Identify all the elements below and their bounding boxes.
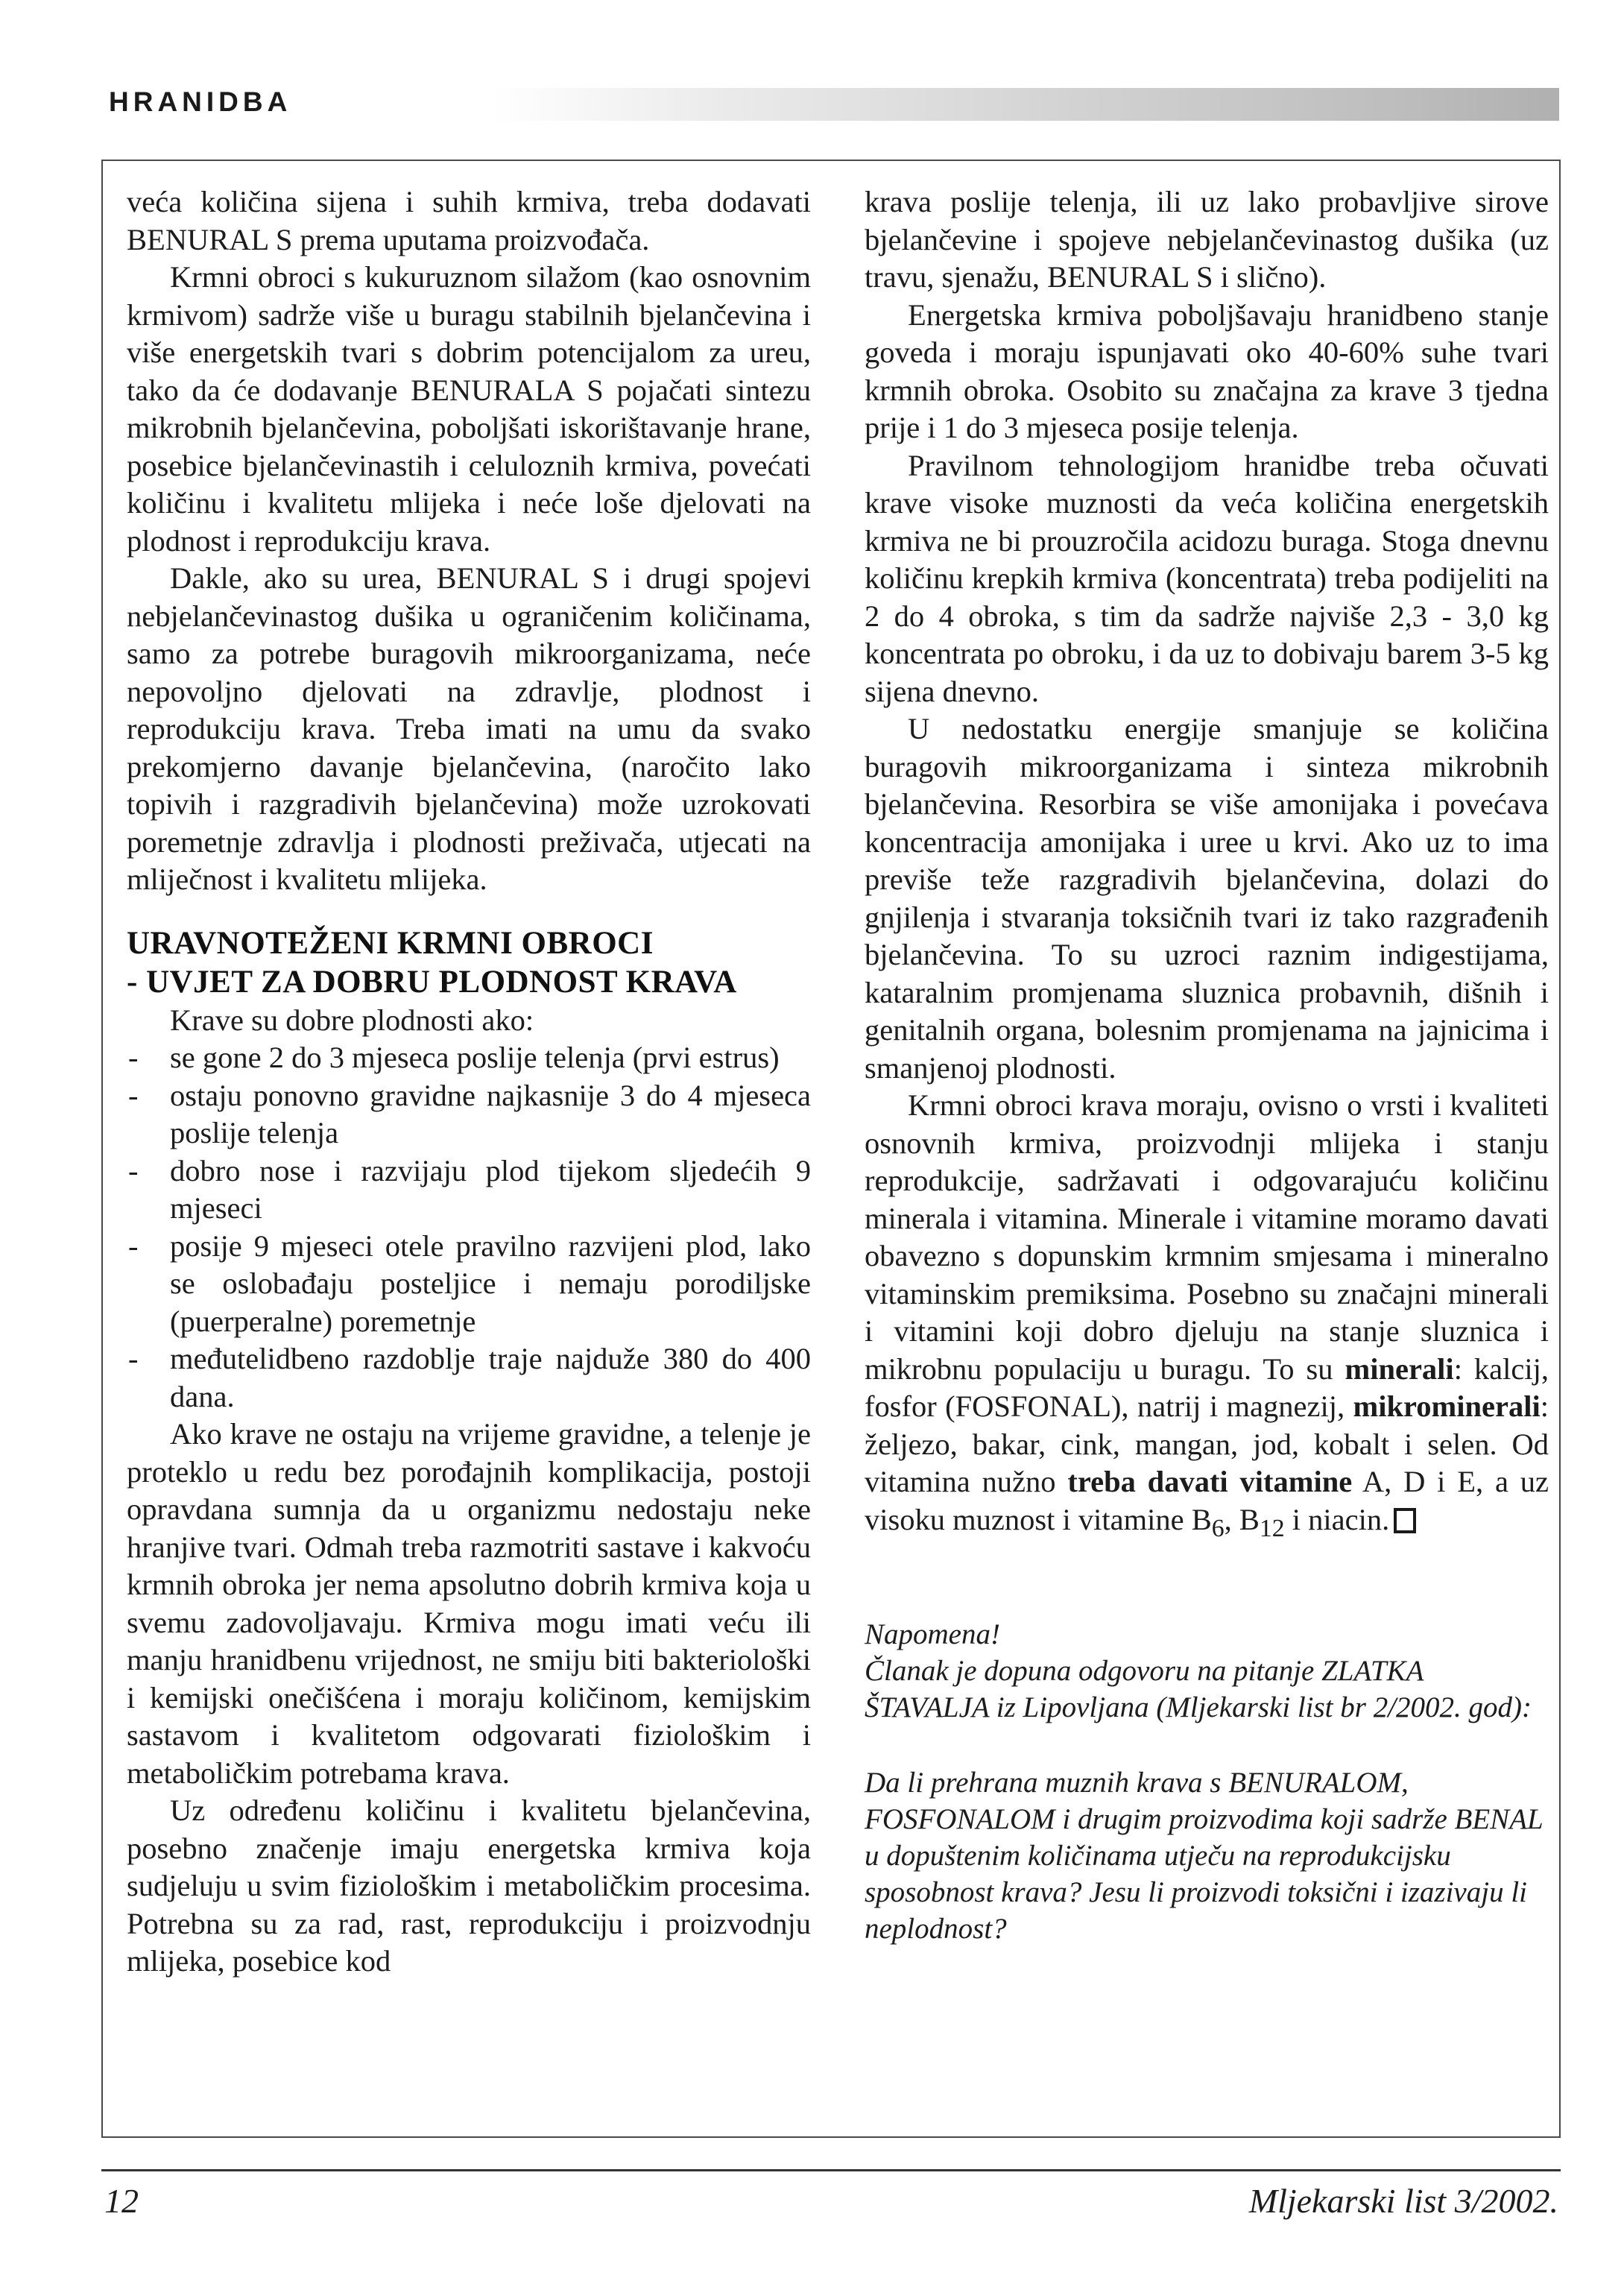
left-column [127,183,811,1981]
end-of-article-box-icon [1394,1508,1416,1533]
paragraph: Pravilnom tehnologijom hranidbe treba očuvati krave visoke muznosti da veća količina energetskih krmiva ne bi prouzročila acidozu buraga. Stoga dnevnu količinu krepkih krmiva (koncentrata) treba podijeliti na 2 do 4 obroka, s tim da sadrže najviše 2,3 - 3,0 kg koncentrata po obroku, i da uz to dobivaju barem 3-5 kg sijena dnevno. [865,448,1549,708]
vitamin-b12: $B_{12}$ [1239,1502,1285,1542]
section-header: HRANIDBA [109,86,292,117]
footer-rule [101,2169,1561,2171]
page-number: 12 [104,2182,139,2220]
note-text: Članak je dopuna odgovoru na pitanje ZLATKA ŠTAVALJA iz Lipovljana (Mljekarski list br 2/2002. god): [865,1655,1532,1724]
list-intro: Krave su dobre plodnosti ako: [170,1003,534,1037]
note-question: Da li prehrana muznih krava s BENURALOM, FOSFONALOM i drugim proizvodima koji sadrže BENAL u dopuštenim količinama utječu na reprodukcijsku sposobnost krava? Jesu li proizvodi toksični i izazivaju li neplodnost? [865,1767,1544,1946]
list-item: - ostaju ponovno gravidne najkasnije 3 do 4 mjeseca poslije telenja [127,1077,811,1152]
paragraph: krava poslije telenja, ili uz lako probavljive sirove bjelančevine i spojeve nebjelančevinastog dušika (uz travu, sjenažu, BENURAL S i slično). [865,185,1549,294]
heading-line-1: URAVNOTEŽENI KRMNI OBROCI [127,925,654,961]
vitamins-emphasis: treba davati vitamine [1067,1465,1353,1498]
minerals-paragraph: Krmni obroci krava moraju, ovisno o vrsti i kvaliteti osnovnih krmiva, proizvodnji mlijeka i stanju reprodukcije, sadržavati i odgovarajuću količinu minerala i vitamina. Minerale i vitamine moramo davati obavezno s dopunskim krmnim smjesama i mineralno vitaminskim premiksima. Posebno su značajni minerali i vitamini koji dobro djeluju na stanje sluznica i mikrobnu populaciju u buragu. To su minerali: kalcij, fosfor (FOSFONAL), natrij i magnezij, mikrominerali: željezo, bakar, cink, mangan, jod, kobalt i selen. Od vitamina nužno treba davati vitamine A, D i E, a uz visoku muznost i vitamine $B_6$, $B_{12}$ i niacin. [865,1088,1549,1542]
list-item: - se gone 2 do 3 mjeseca poslije telenja (prvi estrus) [127,1039,811,1077]
editor-note [865,1616,1549,1947]
note-title: Napomena! [865,1618,1000,1651]
vitamin-b6: $B_6$ [1191,1502,1225,1542]
list-item: - dobro nose i razvijaju plod tijekom sljedećih 9 mjeseci [127,1152,811,1228]
fertility-criteria-list [127,1039,811,1416]
paragraph: veća količina sijena i suhih krmiva, treba dodavati BENURAL S prema uputama proizvođača. [127,185,811,256]
minerals-label: minerali [1345,1351,1454,1386]
paragraph: Dakle, ako su urea, BENURAL S i drugi spojevi nebjelančevinastog dušika u ograničenim količinama, samo za potrebe buragovih mikroorganizama, neće nepovoljno djelovati na zdravlje, plodnost i reprodukciju krava. Treba imati na umu da svako prekomjerno davanje bjelančevina, (naročito lako topivih i razgradivih bjelančevina) može uzrokovati poremetnje zdravlja i plodnosti preživača, utjecati na mliječnost i kvalitetu mlijeka. [127,561,811,896]
list-item: - međutelidbeno razdoblje traje najduže 380 do 400 dana. [127,1340,811,1416]
section-heading [127,924,811,1002]
header-decorative-bar [492,88,1559,121]
list-item: - posije 9 mjeseci otele pravilno razvijeni plod, lako se oslobađaju posteljice i nemaju porodiljske (puerperalne) poremetnje [127,1228,811,1341]
paragraph: Ako krave ne ostaju na vrijeme gravidne, a telenje je proteklo u redu bez porođajnih komplikacija, postoji opravdana sumnja da u organizmu nedostaju neke hranjive tvari. Odmah treba razmotriti sastave i kakvoću krmnih obroka jer nema apsolutno dobrih krmiva koja u svemu zadovoljavaju. Krmiva mogu imati veću ili manju hranidbenu vrijednost, ne smiju biti bakteriološki i kemijski onečišćena i moraju količinom, kemijskim sastavom i kvalitetom odgovarati fiziološkim i metaboličkim potrebama krava. [127,1417,811,1790]
journal-issue: Mljekarski list 3/2002. [1248,2182,1558,2220]
paragraph: Krmni obroci s kukuruznom silažom (kao osnovnim krmivom) sadrže više u buragu stabilnih bjelančevina i više energetskih tvari s dobrim potencijalom za ureu, tako da će dodavanje BENURALA S pojačati sintezu mikrobnih bjelančevina, poboljšati iskorištavanje hrane, posebice bjelančevinastih i celuloznih krmiva, povećati količinu i kvalitetu mlijeka i neće loše djelovati na plodnost i reprodukciju krava. [127,260,811,558]
heading-line-2: - UVJET ZA DOBRU PLODNOST KRAVA [127,964,737,1000]
paragraph: Energetska krmiva poboljšavaju hranidbeno stanje goveda i moraju ispunjavati oko 40-60% suhe tvari krmnih obroka. Osobito su značajna za krave 3 tjedna prije i 1 do 3 mjeseca posije telenja. [865,297,1549,444]
paragraph: Uz određenu količinu i kvalitetu bjelančevina, posebno značenje imaju energetska krmiva koja sudjeluju u svim fiziološkim i metaboličkim procesima. Potrebna su za rad, rast, reprodukciju i proizvodnju mlijeka, posebice kod [127,1793,811,1978]
microminerals-label: mikrominerali [1353,1389,1541,1423]
right-column [865,183,1549,1947]
paragraph: U nedostatku energije smanjuje se količina buragovih mikroorganizama i sinteza mikrobnih bjelančevina. Resorbira se više amonijaka i povećava koncentracija amonijaka i uree u krvi. Ako uz to ima previše teže razgradivih bjelančevina, dolazi do gnjilenja i stvaranja toksičnih tvari iz tako razgrađenih bjelančevina. To su uzroci raznim indigestijama, kataralnim promjenama sluznica probavnih, dišnih i genitalnih organa, bolesnim promjenama na jajnicima i smanjenoj plodnosti. [865,712,1549,1085]
